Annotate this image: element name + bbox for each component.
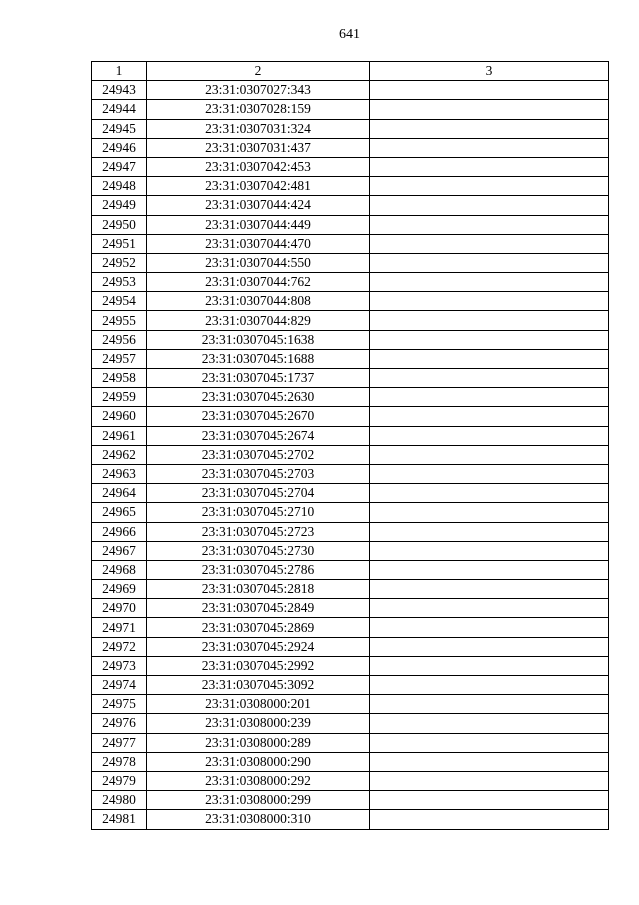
table-row [92, 81, 609, 100]
row-number-cell: 24966 [92, 522, 147, 541]
table-row [92, 273, 609, 292]
row-number-cell: 24951 [92, 234, 147, 253]
table-row [92, 426, 609, 445]
note-cell [370, 253, 609, 272]
row-number-cell: 24949 [92, 196, 147, 215]
cadastral-number-cell: 23:31:0307045:2849 [147, 599, 370, 618]
table-row [92, 771, 609, 790]
note-cell [370, 618, 609, 637]
table-row [92, 234, 609, 253]
cadastral-number-cell: 23:31:0308000:292 [147, 771, 370, 790]
cadastral-number-cell: 23:31:0307042:481 [147, 177, 370, 196]
cadastral-number-cell: 23:31:0307045:1638 [147, 330, 370, 349]
cadastral-number-cell: 23:31:0308000:289 [147, 733, 370, 752]
cadastral-number-cell: 23:31:0307045:2670 [147, 407, 370, 426]
cadastral-number-cell: 23:31:0307042:453 [147, 157, 370, 176]
note-cell [370, 311, 609, 330]
row-number-cell: 24948 [92, 177, 147, 196]
cadastral-number-cell: 23:31:0307045:3092 [147, 676, 370, 695]
cadastral-number-cell: 23:31:0307045:2924 [147, 637, 370, 656]
note-cell [370, 637, 609, 656]
row-number-cell: 24960 [92, 407, 147, 426]
table-row [92, 676, 609, 695]
row-number-cell: 24969 [92, 580, 147, 599]
cadastral-number-cell: 23:31:0307044:470 [147, 234, 370, 253]
row-number-cell: 24961 [92, 426, 147, 445]
cadastral-number-cell: 23:31:0307044:808 [147, 292, 370, 311]
row-number-cell: 24965 [92, 503, 147, 522]
cadastral-number-cell: 23:31:0308000:290 [147, 752, 370, 771]
cadastral-number-cell: 23:31:0308000:299 [147, 791, 370, 810]
row-number-cell: 24955 [92, 311, 147, 330]
note-cell [370, 503, 609, 522]
table-row [92, 810, 609, 829]
note-cell [370, 138, 609, 157]
note-cell [370, 349, 609, 368]
note-cell [370, 714, 609, 733]
table-row [92, 177, 609, 196]
row-number-cell: 24967 [92, 541, 147, 560]
note-cell [370, 676, 609, 695]
note-cell [370, 157, 609, 176]
cadastral-number-cell: 23:31:0307045:1688 [147, 349, 370, 368]
cadastral-number-cell: 23:31:0307044:449 [147, 215, 370, 234]
note-cell [370, 388, 609, 407]
note-cell [370, 177, 609, 196]
row-number-cell: 24964 [92, 484, 147, 503]
table-row [92, 560, 609, 579]
row-number-cell: 24979 [92, 771, 147, 790]
cadastral-number-cell: 23:31:0307045:2818 [147, 580, 370, 599]
note-cell [370, 426, 609, 445]
note-cell [370, 407, 609, 426]
table-row [92, 388, 609, 407]
row-number-cell: 24971 [92, 618, 147, 637]
table-header [92, 62, 609, 81]
row-number-cell: 24976 [92, 714, 147, 733]
row-number-cell: 24943 [92, 81, 147, 100]
note-cell [370, 81, 609, 100]
row-number-cell: 24959 [92, 388, 147, 407]
table-row [92, 503, 609, 522]
note-cell [370, 656, 609, 675]
note-cell [370, 445, 609, 464]
note-cell [370, 292, 609, 311]
column-header-1: 1 [92, 62, 147, 81]
row-number-cell: 24950 [92, 215, 147, 234]
cadastral-number-cell: 23:31:0307045:2786 [147, 560, 370, 579]
row-number-cell: 24947 [92, 157, 147, 176]
row-number-cell: 24978 [92, 752, 147, 771]
table-row [92, 196, 609, 215]
cadastral-number-cell: 23:31:0308000:310 [147, 810, 370, 829]
note-cell [370, 522, 609, 541]
row-number-cell: 24956 [92, 330, 147, 349]
row-number-cell: 24944 [92, 100, 147, 119]
note-cell [370, 733, 609, 752]
header-row [92, 62, 609, 81]
table-row [92, 541, 609, 560]
table-row [92, 791, 609, 810]
row-number-cell: 24952 [92, 253, 147, 272]
row-number-cell: 24963 [92, 464, 147, 483]
note-cell [370, 119, 609, 138]
cadastral-number-cell: 23:31:0307045:2730 [147, 541, 370, 560]
row-number-cell: 24980 [92, 791, 147, 810]
table-row [92, 618, 609, 637]
table-body [92, 81, 609, 829]
row-number-cell: 24946 [92, 138, 147, 157]
table-row [92, 311, 609, 330]
cadastral-number-cell: 23:31:0307045:2674 [147, 426, 370, 445]
table-row [92, 369, 609, 388]
note-cell [370, 541, 609, 560]
row-number-cell: 24957 [92, 349, 147, 368]
row-number-cell: 24977 [92, 733, 147, 752]
cadastral-number-cell: 23:31:0307045:2992 [147, 656, 370, 675]
table-row [92, 580, 609, 599]
note-cell [370, 771, 609, 790]
cadastral-number-cell: 23:31:0307045:2723 [147, 522, 370, 541]
table-row [92, 637, 609, 656]
cadastral-number-cell: 23:31:0307044:550 [147, 253, 370, 272]
cadastral-number-cell: 23:31:0307045:2703 [147, 464, 370, 483]
note-cell [370, 234, 609, 253]
table-row [92, 100, 609, 119]
note-cell [370, 695, 609, 714]
row-number-cell: 24981 [92, 810, 147, 829]
table-row [92, 464, 609, 483]
cadastral-number-cell: 23:31:0307045:2704 [147, 484, 370, 503]
cadastral-number-cell: 23:31:0308000:239 [147, 714, 370, 733]
note-cell [370, 599, 609, 618]
note-cell [370, 560, 609, 579]
note-cell [370, 580, 609, 599]
row-number-cell: 24973 [92, 656, 147, 675]
cadastral-number-cell: 23:31:0307031:324 [147, 119, 370, 138]
table-row [92, 599, 609, 618]
row-number-cell: 24958 [92, 369, 147, 388]
table-row [92, 733, 609, 752]
page-number: 641 [339, 27, 360, 42]
cadastral-number-cell: 23:31:0307045:2869 [147, 618, 370, 637]
table-row [92, 253, 609, 272]
table-row [92, 752, 609, 771]
row-number-cell: 24954 [92, 292, 147, 311]
note-cell [370, 196, 609, 215]
table-row [92, 656, 609, 675]
table-row [92, 484, 609, 503]
cadastral-number-cell: 23:31:0308000:201 [147, 695, 370, 714]
table-row [92, 407, 609, 426]
cadastral-number-cell: 23:31:0307044:829 [147, 311, 370, 330]
note-cell [370, 484, 609, 503]
row-number-cell: 24970 [92, 599, 147, 618]
note-cell [370, 464, 609, 483]
row-number-cell: 24975 [92, 695, 147, 714]
note-cell [370, 369, 609, 388]
row-number-cell: 24953 [92, 273, 147, 292]
table-row [92, 522, 609, 541]
row-number-cell: 24968 [92, 560, 147, 579]
table-row [92, 292, 609, 311]
note-cell [370, 791, 609, 810]
table-row [92, 330, 609, 349]
note-cell [370, 752, 609, 771]
row-number-cell: 24962 [92, 445, 147, 464]
note-cell [370, 330, 609, 349]
cadastral-number-cell: 23:31:0307045:2630 [147, 388, 370, 407]
note-cell [370, 273, 609, 292]
cadastral-number-cell: 23:31:0307045:1737 [147, 369, 370, 388]
cadastral-number-cell: 23:31:0307044:424 [147, 196, 370, 215]
cadastral-number-cell: 23:31:0307031:437 [147, 138, 370, 157]
cadastral-number-cell: 23:31:0307045:2710 [147, 503, 370, 522]
table-row [92, 445, 609, 464]
cadastral-number-cell: 23:31:0307045:2702 [147, 445, 370, 464]
cadastral-number-cell: 23:31:0307027:343 [147, 81, 370, 100]
note-cell [370, 215, 609, 234]
row-number-cell: 24945 [92, 119, 147, 138]
note-cell [370, 100, 609, 119]
note-cell [370, 810, 609, 829]
cadastral-number-cell: 23:31:0307028:159 [147, 100, 370, 119]
registry-table [91, 61, 609, 830]
column-header-2: 2 [147, 62, 370, 81]
table-row [92, 714, 609, 733]
column-header-3: 3 [370, 62, 609, 81]
table-row [92, 215, 609, 234]
table-row [92, 119, 609, 138]
table-row [92, 349, 609, 368]
table-row [92, 157, 609, 176]
table-row [92, 138, 609, 157]
row-number-cell: 24972 [92, 637, 147, 656]
table-row [92, 695, 609, 714]
row-number-cell: 24974 [92, 676, 147, 695]
cadastral-number-cell: 23:31:0307044:762 [147, 273, 370, 292]
